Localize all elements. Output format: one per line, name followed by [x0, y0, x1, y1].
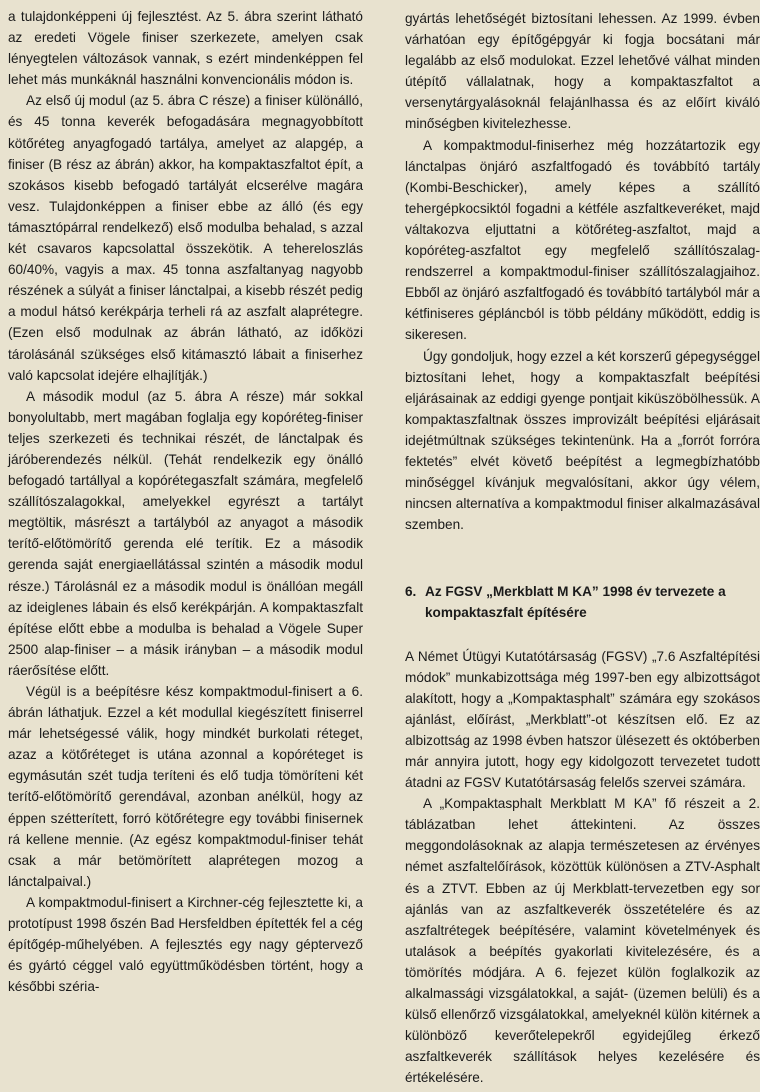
paragraph: A második modul (az 5. ábra A része) már sokkal bonyolultabb, mert magában foglalja egy kopóréteg-finiser teljes szerkezeti és technikai részét, de lánctalpak és járóberendezés nélkül. (Tehát rendelkezik egy önálló befogadó tartállyal a kopórétegaszfalt számára, megfelelő szállítószalagokkal, amelyekkel egyrészt a tartályt megtöltik, másrészt a tartályból az anyagot a második terítő-előtömörítő gerenda elé terítik. Ez a második gerenda saját energiaellátással szintén a második modul része.) Tárolásnál ez a második modul is önállóan megáll az ideiglenes lábain és első kerékpárján. A kompaktaszfalt építése előtt ebbe a modulba is behalad a Vögele Super 2500 alap-finiser – a másik irányban – a második modul ráerősítése előtt.: [8, 388, 363, 678]
paragraph: A kompaktmodul-finiserhez még hozzátartozik egy lánctalpas önjáró aszfaltfogadó és továbbító tartály (Kombi-Beschicker), amely képes a szállító tehergépkocsiktól fogadni a kétféle aszfaltkeveréket, majd váltakozva eljuttatni a kötőréteg-aszfaltot, majd a kopóréteg-aszfaltot egy megfelelő szállítószalag-rendszerrel a kompaktmodul-finiser szállítószalagjaihoz. Ebből az önjáró aszfaltfogadó és továbbító tartályból már a kétfiniseres gépláncból is több példány működött, eddig is sikeresen.: [405, 137, 760, 343]
paragraph: A kompaktmodul-finisert a Kirchner-cég fejlesztette ki, a prototípust 1998 őszén Bad Hersfeldben építették fel a cég építőgép-műhelyében. A fejlesztés egy nagy géptervező és gyártó céggel való együttműködésben történt, hogy a későbbi szériа-: [8, 894, 363, 995]
paragraph: A Német Útügyi Kutatótársaság (FGSV) „7.6 Aszfaltépítési módok” munkabizottsága még 1997-ben egy albizottságot alakított, hogy a „Kompaktasphalt” számára egy szokásos ajánlást, előírást, „Merkblatt”-ot készítsen elő. Ez az albizottság az 1998 évben hatszor ülésezett és októberben már annyira jutott, hogy egy kidolgozott tervezetet tudott átadni az FGSV Kutatótársaság felelős szervei számára.: [405, 648, 760, 791]
section-title: Az FGSV „Merkblatt M KA” 1998 év tervezete a kompaktaszfalt építésére: [425, 584, 726, 621]
paragraph: Úgy gondoljuk, hogy ezzel a két korszerű gépegységgel biztosítani lehet, hogy a kompaktaszfalt beépítési eljárásainak az eddigi gyenge pontjait kiküszöbölhessük. A kompaktaszfaltnak összes improvizált beépítési eljárásait idejétmúltnak szükséges tekintenünk. Ha a „forrót forróra fektetés” elvét követő beépítést a legmegbízhatóbb minőséggel kívánjuk megvalósítani, akkor úgy vélem, nincsen alternatíva a kompaktmodul finiser alkalmazásával szemben.: [405, 348, 760, 533]
left-column: [8, 6, 363, 1092]
right-column: [405, 6, 760, 1092]
paragraph: A „Kompaktasphalt Merkblatt M KA” fő részeit a 2. táblázatban lehet áttekinteni. Az összes meggondolásoknak az alapja természetesen az érvényes német aszfaltelőírások, közöttük különösen a ZTV-Asphalt és a ZTVT. Ebben az új Merkblatt-tervezetben egy sor ajánlás van az aszfaltkeverék összetételére és az aszfaltrétegek beépítésére, valamint követelmények és utalások a beépítés gyakorlati kivitelezésére, és a tömörítés módjára. A 6. fejezet külön foglalkozik az alkalmassági vizsgálatokkal, a saját- (üzemen belüli) és a külső ellenőrző vizsgálatokkal, amelyeknél külön kitérnek a különböző keverőtelepekről egyidejűleg érkező aszfaltkeverék szállítások helyes kezelésére és értékelésére.: [405, 796, 760, 1086]
paragraph: Végül is a beépítésre kész kompaktmodul-finisert a 6. ábrán láthatjuk. Ezzel a két modullal kiegészített finiserrel már lehetségessé válik, hogy mindkét burkolati réteget, azaz a kötőréteget is utána azonnal a kopóréteget is egymásután szét tudja teríteni és elő tudja tömöríteni két terítő-előtömörítő gerendával, azonban anélkül, hogy az éppen szétterített, forró kötőrétegre egy további finisernek rá kellene mennie. (Az egész kompaktmodul-finiser tehát csak a már betömörített alaprétegen mozog a lánctalpaival.): [8, 684, 363, 889]
section-number: 6.: [405, 584, 417, 600]
paragraph: a tulajdonképpeni új fejlesztést. Az 5. ábra szerint látható az eredeti Vögele finiser szerkezete, amelyen csak lényegtelen változások vannak, s ezért mindenképpen fel lehet más munkáknál használni konvencionális módon is.: [8, 9, 363, 88]
section-heading: [405, 581, 760, 623]
paragraph: gyártás lehetőségét biztosítani lehessen. Az 1999. évben várhatóan egy építőgépgyár ki fogja bocsátani már legalább az első modulokat. Ezzel lehetővé válhat minden útépítő vállalatnak, hogy a kompaktaszfaltot a versenytárgyalásoknál felajánlhassa és az előírt kiváló minőségben kivitelezhesse.: [405, 11, 760, 132]
paragraph: Az első új modul (az 5. ábra C része) a finiser különálló, és 45 tonna keverék befogadására megnagyobbított kötőréteg anyagfogadó tartálya, amelyet az alapgép, a finiser (B rész az ábrán) akkor, ha kompaktaszfaltot épít, a szokásos kisebb befogadó tartályát elcserélve magára vesz. Tulajdonképpen a finiser ebbe az álló (és egy támasztópárral rendelkező) első modulba behalad, s azzal két csavaros kapcsolattal összekötik. A tehereloszlás 60/40%, vagyis a max. 45 tonna aszfaltanyag nagyobb részének a súlyát a finiser lánctalpai, a kisebb részét pedig a modul hátsó kerékpárja terheli rá az aszfalt alaprétegre. (Ezen első modulnak az ábrán látható, az időközi tárolásánál szükséges első kitámasztó lábait a finiserhez való kapcsolat idejére elhajlítják.): [8, 93, 363, 383]
